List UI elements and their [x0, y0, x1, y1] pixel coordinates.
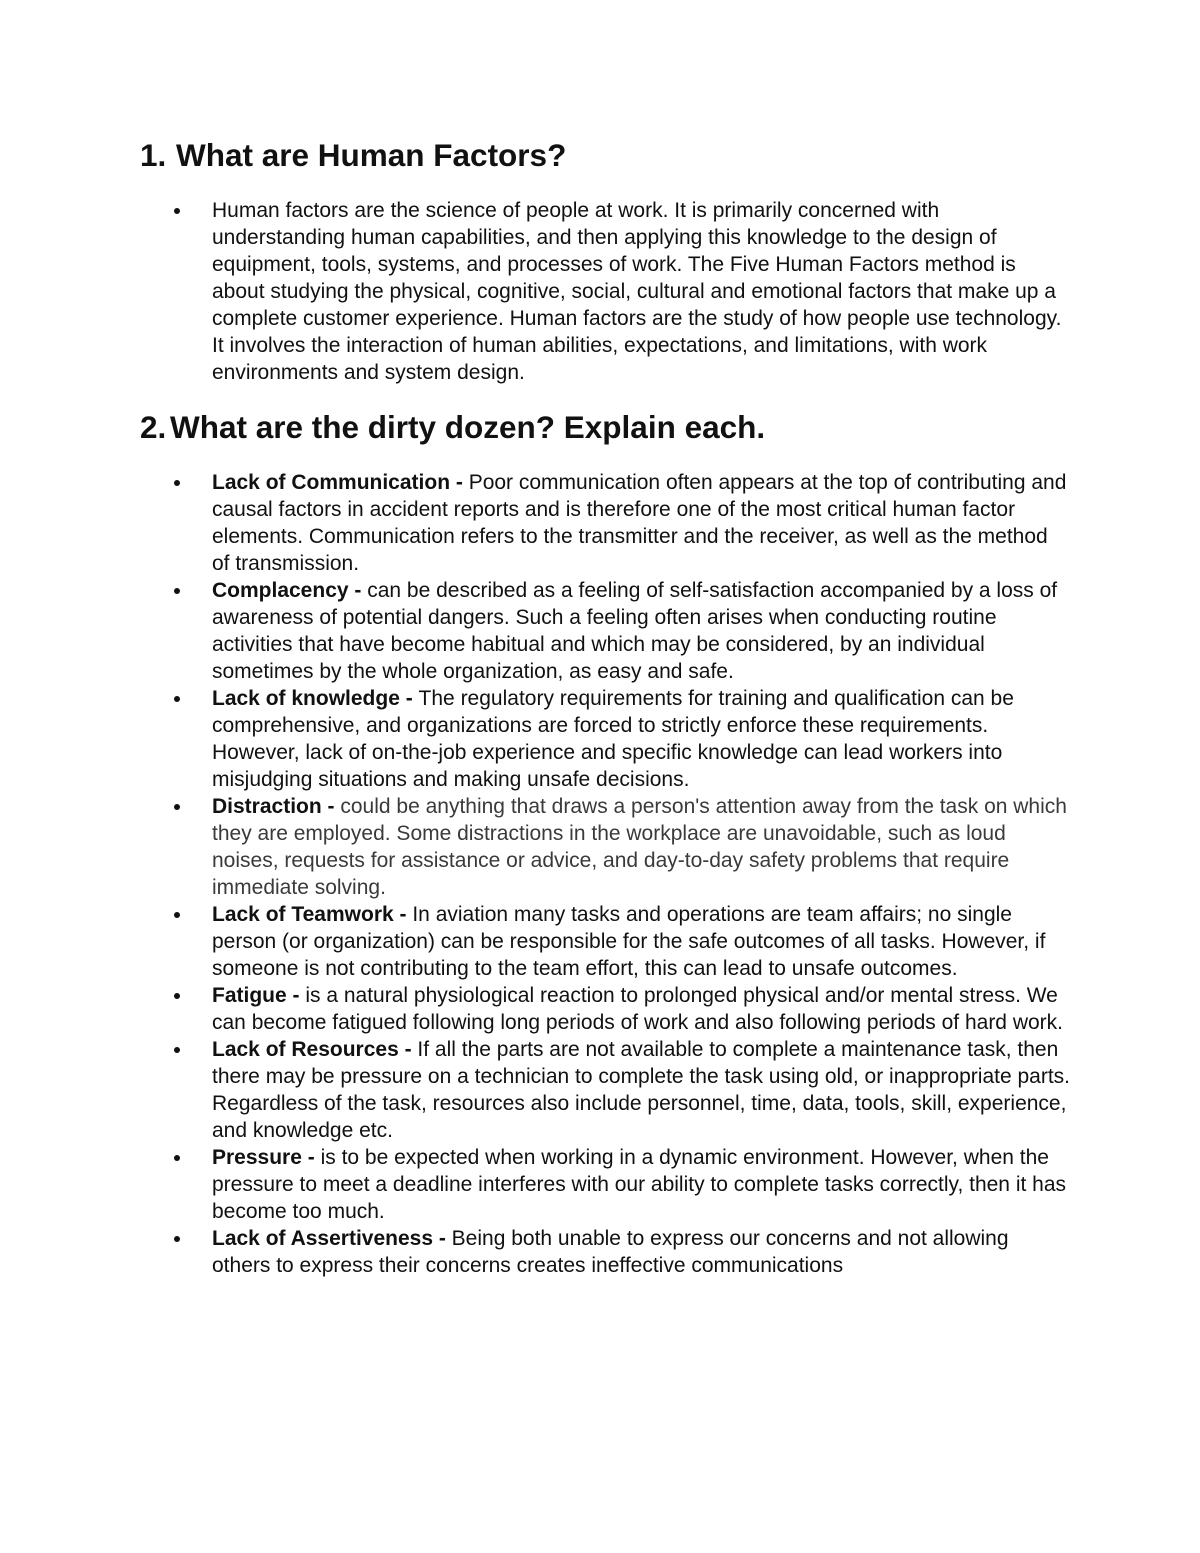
question-1-answer-list — [140, 197, 1070, 386]
list-item — [140, 901, 1070, 982]
item-term: Lack of Communication - — [212, 471, 469, 494]
item-description: Being both unable to express our concerns and not allowing others to express their concerns creates ineffective communications — [212, 1227, 1009, 1277]
bullet-icon — [174, 1236, 180, 1242]
item-description: is a natural physiological reaction to prolonged physical and/or mental stress. We can become fatigued following long periods of work and also following periods of hard work. — [212, 984, 1063, 1034]
item-term: Lack of Assertiveness - — [212, 1227, 452, 1250]
item-description: The regulatory requirements for training and qualification can be comprehensive, and organizations are forced to strictly enforce these requirements. However, lack of on-the-job experience and specific knowledge can lead workers into misjudging situations and making unsafe decisions. — [212, 687, 1014, 791]
list-item — [140, 1144, 1070, 1225]
list-item — [140, 469, 1070, 577]
bullet-icon — [174, 696, 180, 702]
list-item — [140, 793, 1070, 901]
question-2-heading — [140, 409, 1070, 445]
question-2-title: What are the dirty dozen? Explain each. — [170, 409, 766, 445]
list-item — [140, 577, 1070, 685]
list-item — [140, 685, 1070, 793]
item-term: Pressure - — [212, 1146, 321, 1169]
bullet-icon — [174, 804, 180, 810]
list-item — [140, 982, 1070, 1036]
dirty-dozen-list — [140, 469, 1070, 1279]
question-1-heading — [140, 137, 1070, 173]
item-term: Lack of knowledge - — [212, 687, 419, 710]
bullet-icon — [174, 912, 180, 918]
question-2-number: 2. — [140, 409, 167, 445]
document-body — [140, 137, 1070, 1279]
item-description: is to be expected when working in a dynamic environment. However, when the pressure to meet a deadline interferes with our ability to complete tasks correctly, then it has become too much. — [212, 1146, 1067, 1223]
item-description: If all the parts are not available to complete a maintenance task, then there may be pressure on a technician to complete the task using old, or inappropriate parts. Regardless of the task, resources also include personnel, time, data, tools, skill, experience, and knowledge etc. — [212, 1038, 1070, 1142]
bullet-icon — [174, 1155, 180, 1161]
bullet-icon — [174, 480, 180, 486]
list-item — [140, 1036, 1070, 1144]
list-item — [140, 197, 1070, 386]
item-description: In aviation many tasks and operations are team affairs; no single person (or organization) can be responsible for the safe outcomes of all tasks. However, if someone is not contributing to the team effort, this can lead to unsafe outcomes. — [212, 903, 1046, 980]
bullet-icon — [174, 208, 180, 214]
question-1-title: What are Human Factors? — [176, 137, 567, 173]
item-term: Complacency - — [212, 579, 368, 602]
item-term: Lack of Teamwork - — [212, 903, 413, 926]
bullet-icon — [174, 993, 180, 999]
question-1-number: 1. — [140, 137, 167, 173]
item-description: could be anything that draws a person's attention away from the task on which they are employed. Some distractions in the workplace are unavoidable, such as loud noises, requests for assistance or advice, and day-to-day safety problems that require immediate solving. — [212, 795, 1067, 899]
item-description: Poor communication often appears at the top of contributing and causal factors in accident reports and is therefore one of the most critical human factor elements. Communication refers to the transmitter and the receiver, as well as the method of transmission. — [212, 471, 1067, 575]
item-term: Fatigue - — [212, 984, 306, 1007]
answer-text: Human factors are the science of people at work. It is primarily concerned with understanding human capabilities, and then applying this knowledge to the design of equipment, tools, systems, and processes of work. The Five Human Factors method is about studying the physical, cognitive, social, cultural and emotional factors that make up a complete customer experience. Human factors are the study of how people use technology. It involves the interaction of human abilities, expectations, and limitations, with work environments and system design. — [212, 199, 1062, 384]
item-term: Distraction - — [212, 795, 341, 818]
bullet-icon — [174, 1047, 180, 1053]
list-item — [140, 1225, 1070, 1279]
item-term: Lack of Resources - — [212, 1038, 418, 1061]
bullet-icon — [174, 588, 180, 594]
item-description: can be described as a feeling of self-satisfaction accompanied by a loss of awareness of potential dangers. Such a feeling often arises when conducting routine activities that have become habitual and which may be considered, by an individual sometimes by the whole organization, as easy and safe. — [212, 579, 1058, 683]
